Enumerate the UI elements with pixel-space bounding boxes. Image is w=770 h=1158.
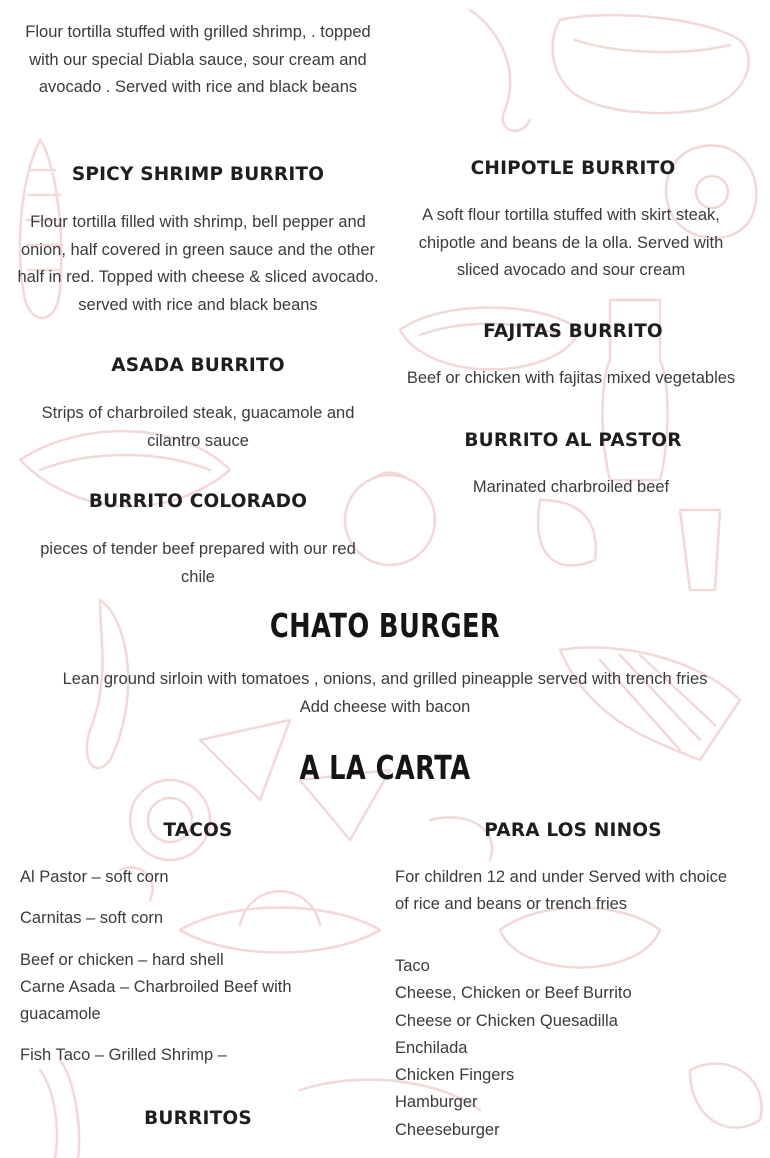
tacos-title: TACOS: [163, 820, 233, 841]
chipotle-burrito-description: A soft flour tortilla stuffed with skirt steak, chipotle and beans de la olla. Served with sliced avocado and sour cream: [418, 206, 724, 279]
list-item: Enchilada: [395, 1038, 468, 1057]
burritos-title: BURRITOS: [144, 1108, 252, 1129]
a-la-carta-title: A LA CARTA: [299, 748, 471, 787]
tacos-list: [20, 864, 370, 1070]
chipotle-burrito-title: CHIPOTLE BURRITO: [470, 158, 676, 179]
burrito-colorado-description: pieces of tender beef prepared with our red chile: [40, 540, 356, 586]
spicy-shrimp-burrito-title: SPICY SHRIMP BURRITO: [71, 164, 325, 185]
list-item: Chicken Fingers: [395, 1066, 515, 1085]
list-item: Al Pastor – soft corn: [20, 868, 169, 886]
list-item: Cheese, Chicken or Beef Burrito: [395, 984, 632, 1003]
list-item: Cheeseburger: [395, 1120, 500, 1139]
chato-burger-extra: Add cheese with bacon: [299, 698, 471, 716]
list-item: Beef or chicken – hard shell: [20, 950, 224, 969]
para-los-ninos-title: PARA LOS NINOS: [484, 820, 662, 841]
fajitas-burrito-description: Beef or chicken with fajitas mixed vegetables: [406, 369, 736, 387]
para-los-ninos-list: [395, 953, 745, 1144]
fajitas-burrito-title: FAJITAS BURRITO: [483, 321, 663, 342]
chato-burger-section: [0, 606, 770, 645]
list-item: Carnitas – soft corn: [20, 909, 164, 928]
list-item: Cheese or Chicken Quesadilla: [395, 1011, 618, 1030]
asada-burrito-title: ASADA BURRITO: [111, 355, 285, 376]
burrito-colorado-title: BURRITO COLORADO: [88, 491, 308, 512]
list-item: Taco: [395, 957, 430, 975]
list-item: Carne Asada – Charbroiled Beef with guacamole: [20, 977, 292, 1024]
chato-burger-title: CHATO BURGER: [269, 606, 501, 645]
a-la-carta-section: [0, 748, 770, 787]
list-item: Hamburger: [395, 1093, 478, 1112]
burrito-al-pastor-description: Marinated charbroiled beef: [472, 478, 670, 496]
spicy-shrimp-burrito-description: Flour tortilla filled with shrimp, bell pepper and onion, half covered in green sauce and the other half in red. Topped with cheese & sliced avocado. served with rice and black beans: [17, 213, 379, 314]
asada-burrito-description: Strips of charbroiled steak, guacamole and cilantro sauce: [41, 404, 355, 450]
chato-burger-description: Lean ground sirloin with tomatoes , onions, and grilled pineapple served with trench fries: [62, 670, 708, 688]
burrito-al-pastor-title: BURRITO AL PASTOR: [464, 430, 682, 451]
para-los-ninos-intro: For children 12 and under Served with choice of rice and beans or trench fries: [395, 868, 728, 914]
shrimp-burrito-description: Flour tortilla stuffed with grilled shrimp, . topped with our special Diabla sauce, sour cream and avocado . Served with rice and black beans: [25, 23, 371, 96]
list-item: Fish Taco – Grilled Shrimp –: [20, 1046, 227, 1065]
